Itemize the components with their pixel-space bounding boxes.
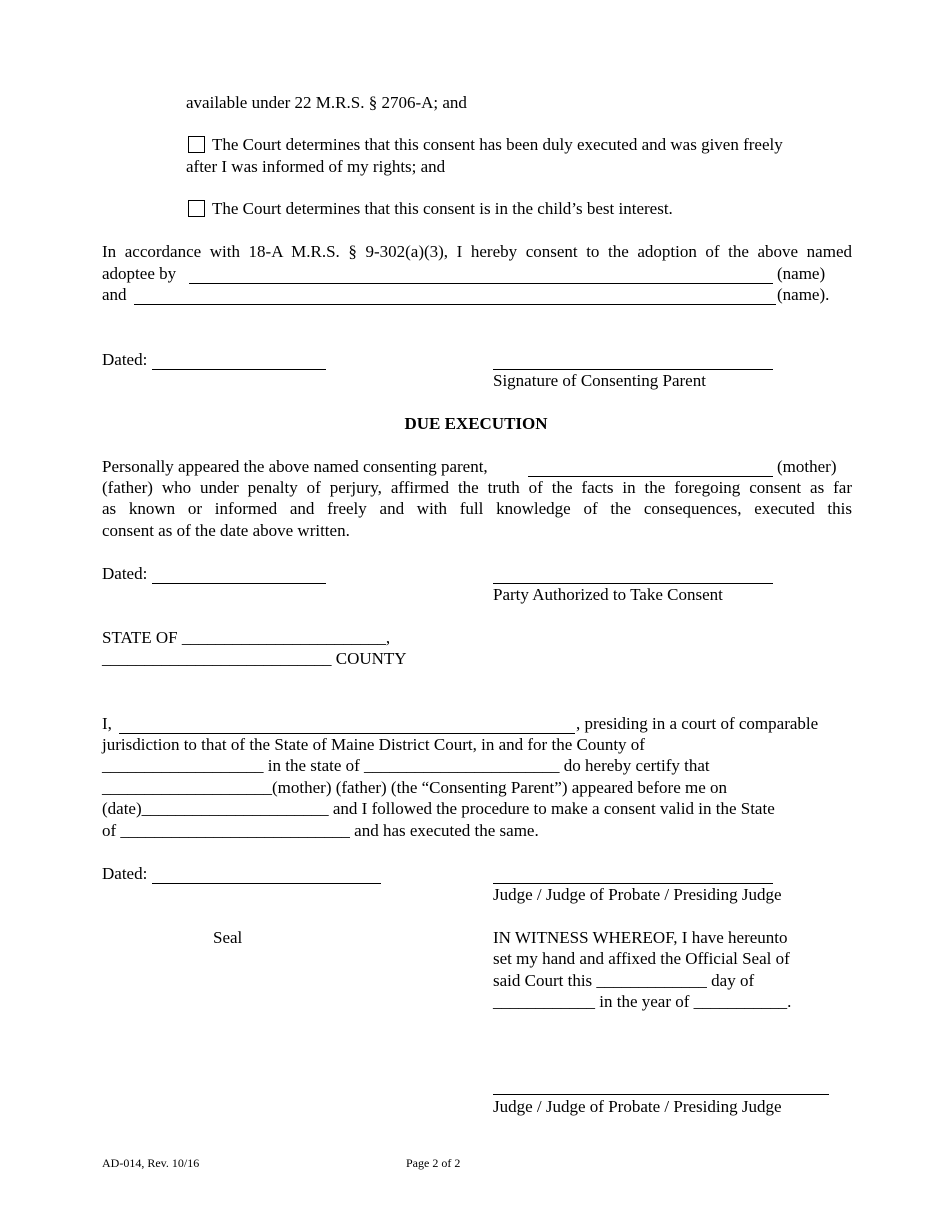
due-execution-text-start: Personally appeared the above named consenting parent, bbox=[102, 457, 488, 476]
judge-signature-line-2[interactable] bbox=[493, 1094, 829, 1095]
cert-text-1: , presiding in a court of comparable bbox=[576, 714, 819, 733]
consenting-parent-signature-line[interactable] bbox=[493, 369, 773, 370]
authorized-party-signature-line[interactable] bbox=[493, 583, 773, 584]
signature-caption: Signature of Consenting Parent bbox=[493, 371, 706, 390]
page-number: Page 2 of 2 bbox=[406, 1156, 461, 1170]
dated-label-2: Dated: bbox=[102, 564, 148, 583]
adopter-name-field-1[interactable] bbox=[189, 283, 773, 284]
cert-text-5[interactable]: (date)______________________ and I followed the procedure to make a consent valid in the State bbox=[102, 799, 775, 818]
due-execution-check-text: The Court determines that this consent has been duly executed and was given freely bbox=[212, 135, 783, 154]
due-execution-text-2: (father) who under penalty of perjury, affirmed the truth of the facts in the foregoing consent as far bbox=[102, 478, 852, 497]
form-id: AD-014, Rev. 10/16 bbox=[102, 1156, 200, 1170]
consent-statement: In accordance with 18-A M.R.S. § 9-302(a)(3), I hereby consent to the adoption of the above named bbox=[102, 242, 852, 261]
judge-caption-1: Judge / Judge of Probate / Presiding Judge bbox=[493, 885, 782, 904]
best-interest-check-text: The Court determines that this consent is in the child’s best interest. bbox=[212, 199, 673, 218]
certification-date-field[interactable] bbox=[152, 883, 381, 884]
cert-text-6[interactable]: of ___________________________ and has executed the same. bbox=[102, 821, 539, 840]
authorized-caption: Party Authorized to Take Consent bbox=[493, 585, 723, 604]
and-label: and bbox=[102, 285, 127, 304]
witness-text-4[interactable]: ____________ in the year of ___________. bbox=[493, 992, 792, 1011]
consent-date-field[interactable] bbox=[152, 369, 326, 370]
witness-text-1: IN WITNESS WHEREOF, I have hereunto bbox=[493, 928, 788, 947]
cert-i-label: I, bbox=[102, 714, 112, 733]
adoptee-by-label: adoptee by bbox=[102, 264, 177, 283]
due-execution-check-text-cont: after I was informed of my rights; and bbox=[186, 157, 446, 176]
adopter-name-field-2[interactable] bbox=[134, 304, 776, 305]
cert-text-3[interactable]: ___________________ in the state of _______________________ do hereby certify that bbox=[102, 756, 710, 775]
seal-label: Seal bbox=[213, 928, 243, 947]
due-execution-heading: DUE EXECUTION bbox=[404, 414, 548, 433]
due-execution-date-field[interactable] bbox=[152, 583, 326, 584]
dated-label: Dated: bbox=[102, 350, 148, 369]
presiding-official-name-field[interactable] bbox=[119, 733, 575, 734]
cert-text-4[interactable]: ____________________(mother) (father) (the “Consenting Parent”) appeared before me on bbox=[102, 778, 728, 797]
judge-caption-2: Judge / Judge of Probate / Presiding Judge bbox=[493, 1097, 782, 1116]
due-execution-checkbox[interactable] bbox=[188, 136, 205, 153]
judge-signature-line-1[interactable] bbox=[493, 883, 773, 884]
due-execution-text-4: consent as of the date above written. bbox=[102, 521, 350, 540]
continuation-text: available under 22 M.R.S. § 2706-A; and bbox=[186, 93, 467, 112]
name-suffix-1: (name) bbox=[777, 264, 826, 283]
name-suffix-2: (name). bbox=[777, 285, 830, 304]
witness-text-3[interactable]: said Court this _____________ day of bbox=[493, 971, 755, 990]
cert-text-2: jurisdiction to that of the State of Maine District Court, in and for the County of bbox=[102, 735, 645, 754]
consenting-parent-name-field[interactable] bbox=[528, 476, 773, 477]
county-field[interactable]: ___________________________ COUNTY bbox=[102, 649, 407, 668]
dated-label-3: Dated: bbox=[102, 864, 148, 883]
best-interest-checkbox[interactable] bbox=[188, 200, 205, 217]
witness-text-2: set my hand and affixed the Official Seal of bbox=[493, 949, 790, 968]
mother-label: (mother) bbox=[777, 457, 837, 476]
state-of-field[interactable]: STATE OF ________________________, bbox=[102, 628, 391, 647]
due-execution-text-3: as known or informed and freely and with full knowledge of the consequences, executed this bbox=[102, 499, 852, 518]
